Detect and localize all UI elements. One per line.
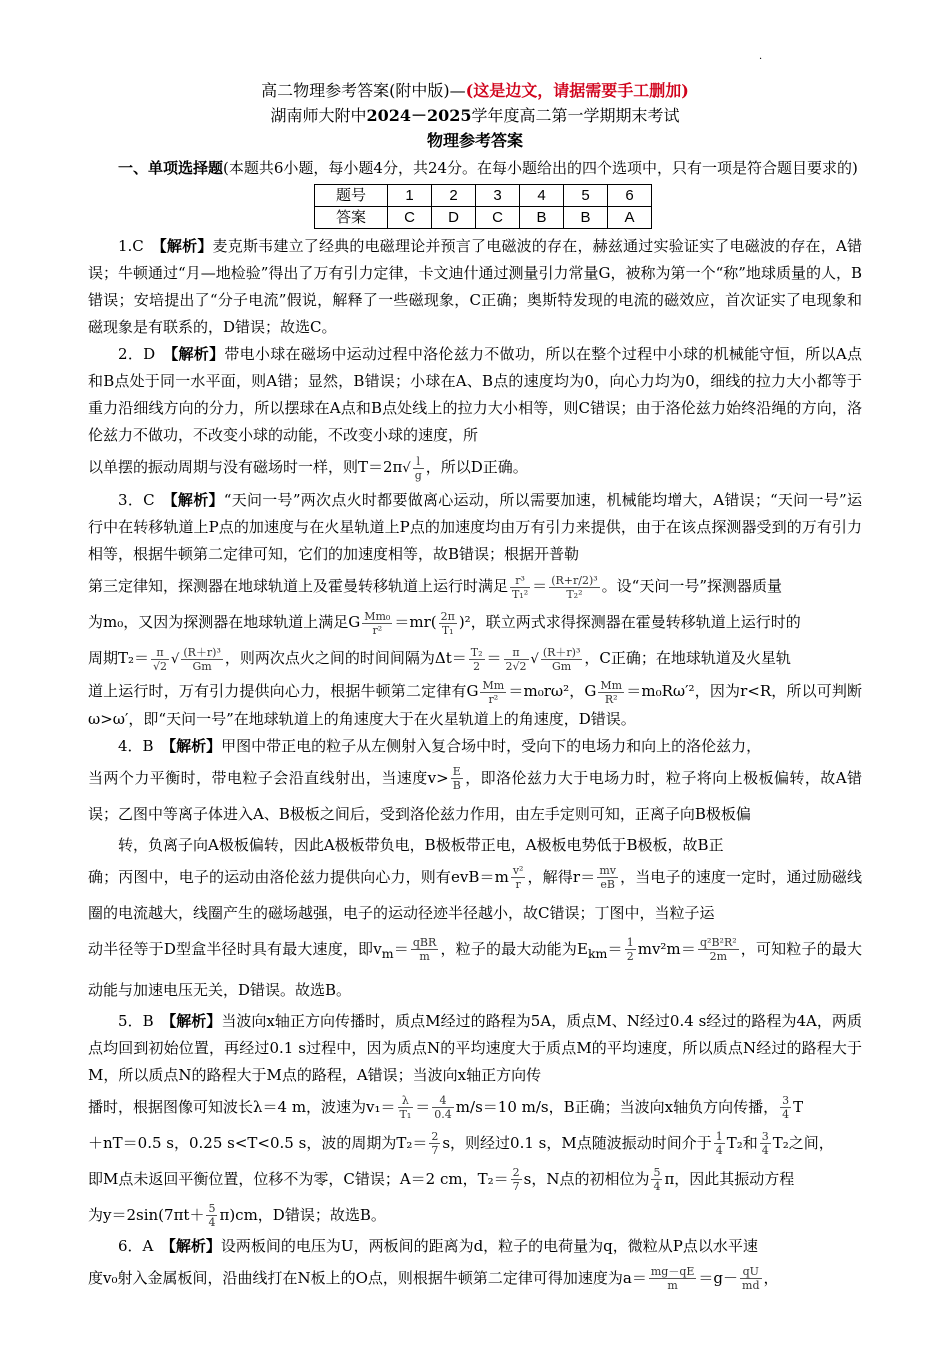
fraction: $\frac{Mm}{\text{R²}}$ xyxy=(600,678,623,706)
fraction: $\frac{2\pi}{\text{T₁}}$ xyxy=(440,609,455,637)
sqrt-symbol: √ xyxy=(171,652,180,667)
answer-q3-line2 xyxy=(88,568,862,604)
header-prefix: 高二物理参考答案(附中版)— xyxy=(261,81,466,100)
fraction: $\frac{\text{qBR}}{m}$ xyxy=(412,936,437,963)
equals-sign: ＝ xyxy=(607,939,623,958)
table-cell: 6 xyxy=(608,185,652,207)
q3-text: ＝mr( xyxy=(394,613,437,631)
fraction: $\frac{\text{(R＋r)³}}{Gm}$ xyxy=(183,645,221,673)
q4-text: mv²m＝ xyxy=(637,939,696,958)
answer-q2-cont xyxy=(88,449,862,487)
page-title xyxy=(88,128,862,153)
answer-q3-line5 xyxy=(88,678,862,733)
equals-sign: ＝ xyxy=(415,1097,431,1116)
q5-text: π)cm，D错误；故选B。 xyxy=(219,1205,386,1224)
q5-text: 播时，根据图像可知波长λ＝4 m，波速为v₁＝ xyxy=(88,1097,396,1116)
fraction: $\frac{\pi}{2√2}$ xyxy=(505,645,527,673)
fraction: $\frac{l}{g}$ xyxy=(414,454,422,482)
q2-text-cont: 以单摆的振动周期与没有磁场时一样，则T＝2π xyxy=(88,458,403,476)
answer-q4-line3 xyxy=(88,832,862,859)
table-cell: 4 xyxy=(520,185,564,207)
q3-number: 3．C xyxy=(118,491,155,509)
fraction: $\frac{2}{7}$ xyxy=(512,1166,520,1193)
section-title: 一、单项选择题 xyxy=(118,159,224,177)
q5-text: 当波向x轴正方向传播时，质点M经过的路程为5A，质点M、N经过0.4 s经过的路程为4A，两质点均回到初始位置，再经过0.1 s过程中，因为质点N的平均速度大于质点M的平均速度，所以质点N经过的路程大于M，所以质点N的路程大于M点的路程，A错误；当波向x轴正方向传 xyxy=(88,1011,862,1084)
answer-q5 xyxy=(88,1008,862,1089)
q2-number: 2．D xyxy=(118,345,156,363)
sqrt-symbol: √ xyxy=(402,461,411,476)
q4-text: 动半径等于D型盒半径时具有最大速度，即v xyxy=(88,939,382,958)
section-description: (本题共6小题，每小题4分，共24分。在每小题给出的四个选项中，只有一项是符合题目要求的) xyxy=(223,159,858,177)
fraction: $\frac{1}{4}$ xyxy=(715,1130,723,1157)
q6-text: ＝g－ xyxy=(698,1268,739,1287)
fraction: $\frac{\lambda}{\text{T₁}}$ xyxy=(399,1094,412,1121)
analysis-tag: 【解析】 xyxy=(168,1011,222,1030)
section-heading xyxy=(88,155,862,182)
q3-text: “天问一号”两次点火时都要做离心运动，所以需要加速，机械能均增大，A错误；“天问一号”运行中在转移轨道上P点的加速度与在火星轨道上P点的加速度均由万有引力来提供，由于在该点探测器受到的万有引力相等，根据牛顿第二定律可知，它们的加速度相等，故B错误；根据开普勒 xyxy=(88,491,862,563)
q5-text: 即M点未返回平衡位置，位移不为零，C错误；A＝2 cm，T₂＝ xyxy=(88,1169,509,1188)
q5-text: s，则经过0.1 s，M点随波振动时间介于 xyxy=(442,1133,712,1152)
analysis-tag: 【解析】 xyxy=(159,237,213,255)
q4-text: 当两个力平衡时，带电粒子会沿直线射出，当速度v> xyxy=(88,768,449,787)
q6-text: ， xyxy=(763,1268,779,1287)
equals-sign: ＝ xyxy=(393,939,409,958)
q1-number: 1.C xyxy=(118,237,144,255)
q5-text: T₂和 xyxy=(726,1133,758,1152)
q3-text: 。设“天问一号”探测器质量 xyxy=(601,577,782,595)
subscript: km xyxy=(587,945,608,961)
fraction: $\frac{E}{B}$ xyxy=(452,765,461,792)
q4-text: ，可知粒子的最大动能与加速电压无关，D错误。故选B。 xyxy=(88,939,862,999)
answer-q5-line2 xyxy=(88,1089,862,1125)
fraction: $\frac{mv}{eB}$ xyxy=(599,864,617,891)
answer-q3 xyxy=(88,487,862,568)
answer-table xyxy=(314,184,652,229)
q5-text: ＋nT＝0.5 s，0.25 s<T<0.5 s，波的周期为T₂＝ xyxy=(88,1133,428,1152)
table-cell: 1 xyxy=(388,185,432,207)
school-year: 2024－2025 xyxy=(366,106,472,125)
table-cell: B xyxy=(520,207,564,229)
q6-text: 度v₀射入金属板间，沿曲线打在N板上的O点，则根据牛顿第二定律可得加速度为a＝ xyxy=(88,1268,647,1287)
table-cell: C xyxy=(388,207,432,229)
q3-text: ＝m₀rω²，G xyxy=(508,682,597,700)
answer-q2 xyxy=(88,341,862,449)
q5-text: π，因此其振动方程 xyxy=(664,1169,795,1188)
answer-q6 xyxy=(88,1233,862,1260)
fraction: $\frac{\text{q²B²R²}}{2m}$ xyxy=(700,936,737,963)
fraction: $\frac{\text{r³}}{\text{T₁²}}$ xyxy=(512,573,529,601)
fraction: $\frac{qU}{md}$ xyxy=(742,1265,760,1292)
answer-q5-line5 xyxy=(88,1197,862,1233)
q3-text: ，C正确；在地球轨道及火星轨 xyxy=(584,649,791,667)
answer-q3-line3 xyxy=(88,604,862,640)
q3-text: ，则两次点火之间的时间间隔为Δt＝ xyxy=(224,649,467,667)
corner-dot: · xyxy=(759,54,763,65)
q3-text: )²，联立两式求得探测器在霍曼转移轨道上运行时的 xyxy=(458,613,801,631)
table-cell: A xyxy=(608,207,652,229)
analysis-tag: 【解析】 xyxy=(168,736,222,755)
fraction: $\frac{Mm}{\text{r²}}$ xyxy=(482,678,505,706)
q3-text: 道上运行时，万有引力提供向心力，根据牛顿第二定律有G xyxy=(88,682,479,700)
exam-title-line xyxy=(88,103,862,128)
table-cell: C xyxy=(476,207,520,229)
table-cell: 题号 xyxy=(315,185,388,207)
answer-q5-line4 xyxy=(88,1161,862,1197)
fraction: $\frac{2}{7}$ xyxy=(431,1130,439,1157)
answer-q4-line2 xyxy=(88,760,862,832)
answer-q6-line2 xyxy=(88,1260,862,1296)
fraction: $\frac{\text{v²}}{r}$ xyxy=(512,864,524,891)
equals-sign: ＝ xyxy=(532,577,548,595)
q6-number: 6．A xyxy=(118,1236,154,1255)
table-cell: 2 xyxy=(432,185,476,207)
table-cell: 3 xyxy=(476,185,520,207)
answer-q3-line4 xyxy=(88,640,862,678)
school-name: 湖南师大附中 xyxy=(270,106,367,125)
q1-text: 麦克斯韦建立了经典的电磁理论并预言了电磁波的存在，赫兹通过实验证实了电磁波的存在，A错误；牛顿通过“月—地检验”得出了万有引力定律，卡文迪什通过测量引力常量G，被称为第一个“称”地球质量的人，B错误；安培提出了“分子电流”假说，解释了一些磁现象，C正确；奥斯特发现的电流的磁效应，首次证实了电现象和磁现象是有联系的，D错误；故选C。 xyxy=(88,237,862,336)
table-cell: D xyxy=(432,207,476,229)
exam-name: 学年度高二第一学期期末考试 xyxy=(471,106,680,125)
q3-text: 第三定律知，探测器在地球轨道上及霍曼转移轨道上运行时满足 xyxy=(88,577,509,595)
q4-text: 甲图中带正电的粒子从左侧射入复合场中时，受向下的电场力和向上的洛伦兹力， xyxy=(221,736,762,755)
subscript: m xyxy=(381,945,394,961)
fraction: $\frac{\text{(R+r/2)³}}{\text{T₂²}}$ xyxy=(551,573,598,601)
q3-text: ＝m₀Rω′²，因为r<R，所以可判断ω>ω′，即“天问一号”在地球轨道上的角速度大于在火星轨道上的角速度，D错误。 xyxy=(88,682,862,728)
q5-text: T xyxy=(793,1097,804,1116)
answer-q4-line4 xyxy=(88,859,862,931)
q5-text: s，N点的初相位为 xyxy=(523,1169,650,1188)
answer-table-row-answers xyxy=(315,207,652,229)
equals-sign: ＝ xyxy=(486,649,502,667)
fraction: $\frac{mg-qE}{m}$ xyxy=(650,1265,695,1292)
document-page xyxy=(88,78,862,1296)
fraction: $\frac{\text{T₂}}{2}$ xyxy=(470,645,483,673)
header-edge-line xyxy=(88,78,862,103)
q4-text: 转，负离子向A极板偏转，因此A极板带负电，B极板带正电，A极板电势低于B极板，故B正 xyxy=(118,835,724,854)
q3-text: 周期T₂＝ xyxy=(88,649,150,667)
fraction: $\frac{\text{Mm₀}}{\text{r²}}$ xyxy=(364,609,391,637)
q4-number: 4．B xyxy=(118,736,154,755)
analysis-tag: 【解析】 xyxy=(170,345,225,363)
q2-text: 带电小球在磁场中运动过程中洛伦兹力不做功，所以在整个过程中小球的机械能守恒，所以A点和B点处于同一水平面，则A错；显然，B错误；小球在A、B点的速度均为0，向心力均为0，细线的拉力大小都等于重力沿细线方向的分力，所以摆球在A点和B点处线上的拉力大小相等，则C错误；由于洛伦兹力始终沿绳的方向，洛伦兹力不做功，不改变小球的动能，不改变小球的速度，所 xyxy=(88,345,862,444)
fraction: $\frac{5}{4}$ xyxy=(208,1202,216,1229)
fraction: $\frac{3}{4}$ xyxy=(761,1130,769,1157)
q5-text: 为y＝2sin(7πt＋ xyxy=(88,1205,205,1224)
table-cell: B xyxy=(564,207,608,229)
q5-text: m/s＝10 m/s，B正确；当波向x轴负方向传播， xyxy=(455,1097,779,1116)
sqrt-symbol: √ xyxy=(530,652,539,667)
fraction: $\frac{4}{0.4}$ xyxy=(434,1094,452,1121)
table-cell: 5 xyxy=(564,185,608,207)
q4-text: ，解得r＝ xyxy=(527,867,596,886)
analysis-tag: 【解析】 xyxy=(168,1236,221,1255)
q5-text: T₂之间， xyxy=(772,1133,834,1152)
fraction: $\frac{5}{4}$ xyxy=(653,1166,661,1193)
fraction: $\frac{\pi}{√2}$ xyxy=(153,645,168,673)
q3-text: 为m₀，又因为探测器在地球轨道上满足G xyxy=(88,613,361,631)
q2-text-end: ，所以D正确。 xyxy=(425,458,528,476)
q6-text: 设两板间的电压为U，两板间的距离为d，粒子的电荷量为q，微粒从P点以水平速 xyxy=(220,1236,758,1255)
answer-table-row-numbers xyxy=(315,185,652,207)
q4-text: ，即洛伦兹力大于电场力时，粒子将向上极板偏转，故A错误；乙图中等离子体进入A、B极板之间后，受到洛伦兹力作用，由左手定则可知，正离子向B极板偏 xyxy=(88,768,862,823)
fraction: $\frac{\text{(R＋r)³}}{Gm}$ xyxy=(542,645,581,673)
fraction: $\frac{3}{4}$ xyxy=(782,1094,790,1121)
answer-q4-line5 xyxy=(88,931,862,1008)
q4-text: ，当电子的速度一定时，通过励磁线圈的电流越大，线圈产生的磁场越强，电子的运动径迹半径越小，故C错误；丁图中，当粒子运 xyxy=(88,867,862,922)
fraction: $\frac{1}{2}$ xyxy=(626,936,634,963)
q5-number: 5．B xyxy=(118,1011,154,1030)
answer-q5-line3 xyxy=(88,1125,862,1161)
analysis-tag: 【解析】 xyxy=(170,491,224,509)
answer-q4 xyxy=(88,733,862,760)
header-edge-note: (这是边文，请据需要手工删加) xyxy=(465,81,689,100)
q4-text: 确；丙图中，电子的运动由洛伦兹力提供向心力，则有evB＝m xyxy=(88,867,509,886)
page-title-text: 物理参考答案 xyxy=(426,131,523,150)
table-cell: 答案 xyxy=(315,207,388,229)
q4-text: ，粒子的最大动能为E xyxy=(440,939,588,958)
answer-q1 xyxy=(88,233,862,341)
